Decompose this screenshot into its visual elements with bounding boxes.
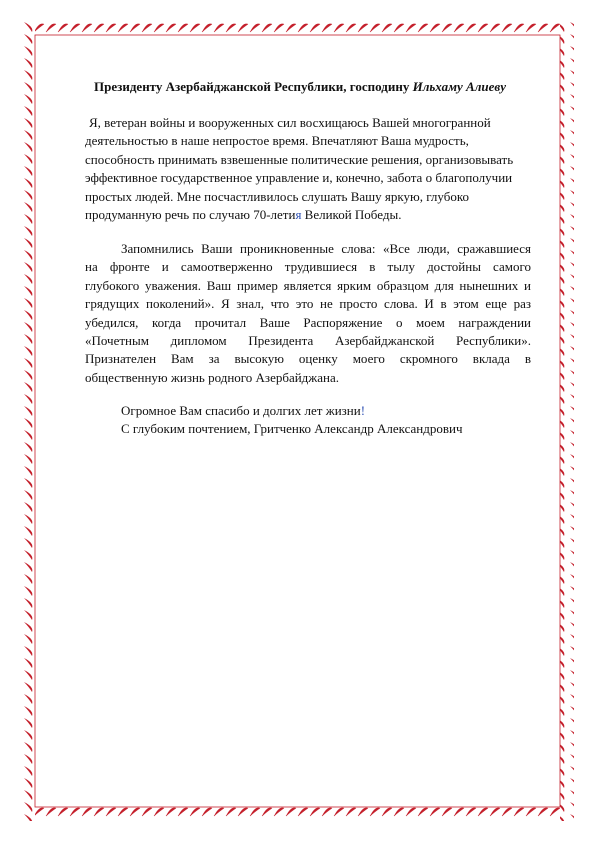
title-text: Президенту Азербайджанской Республики, господину	[94, 79, 413, 94]
paragraph-1	[85, 114, 540, 224]
text-line: на фронте и самоотверженно трудившиеся в тылу достойны самого	[85, 259, 531, 275]
title-recipient-name: Ильхаму Алиеву	[412, 79, 506, 94]
text-fragment-accent: я	[295, 207, 302, 223]
text-line: Признателен Вам за высокую оценку моего скромного вклада в	[85, 351, 531, 367]
closing-exclamation: !	[360, 403, 366, 418]
text-line: грядущих поколений». Я знал, что это не просто слова. И в этом еще раз	[85, 296, 531, 312]
text-line	[85, 206, 540, 224]
signature-line: С глубоким почтением, Гритченко Александр Александрович	[121, 421, 463, 437]
paragraph-2	[85, 240, 531, 387]
closing-text: Огромное Вам спасибо и долгих лет жизни	[121, 403, 361, 418]
text-line: Я, ветеран войны и вооруженных сил восхищаюсь Вашей многогранной	[89, 115, 491, 130]
text-line: способность принимать взвешенные политические решения, организовывать	[85, 151, 514, 167]
closing-line	[121, 402, 541, 420]
text-line: «Почетным дипломом Президента Азербайджанской Республики».	[85, 333, 531, 349]
text-fragment: продуманную речь по случаю 70-лети	[85, 207, 296, 223]
text-line: Запомнились Ваши проникновенные слова: «Все люди, сражавшиеся	[121, 241, 531, 256]
text-line: простых людей. Мне посчастливилось слушать Вашу яркую, глубоко	[85, 188, 470, 204]
letter-title	[60, 79, 540, 95]
text-line: глубокого уважения. Ваш пример является ярким образцом для нынешних и	[85, 277, 531, 293]
text-line: общественную жизнь родного Азербайджана.	[85, 369, 340, 385]
text-line: убедился, когда прочитал Ваше Распоряжение о моем награждении	[85, 314, 531, 330]
text-line: эффективное государственное управление и, конечно, забота о благополучии	[85, 170, 513, 186]
text-line: деятельностью в наше непростое время. Впечатляют Ваша мудрость,	[85, 133, 469, 149]
text-fragment: Великой Победы.	[301, 207, 402, 223]
closing-block	[121, 402, 541, 439]
